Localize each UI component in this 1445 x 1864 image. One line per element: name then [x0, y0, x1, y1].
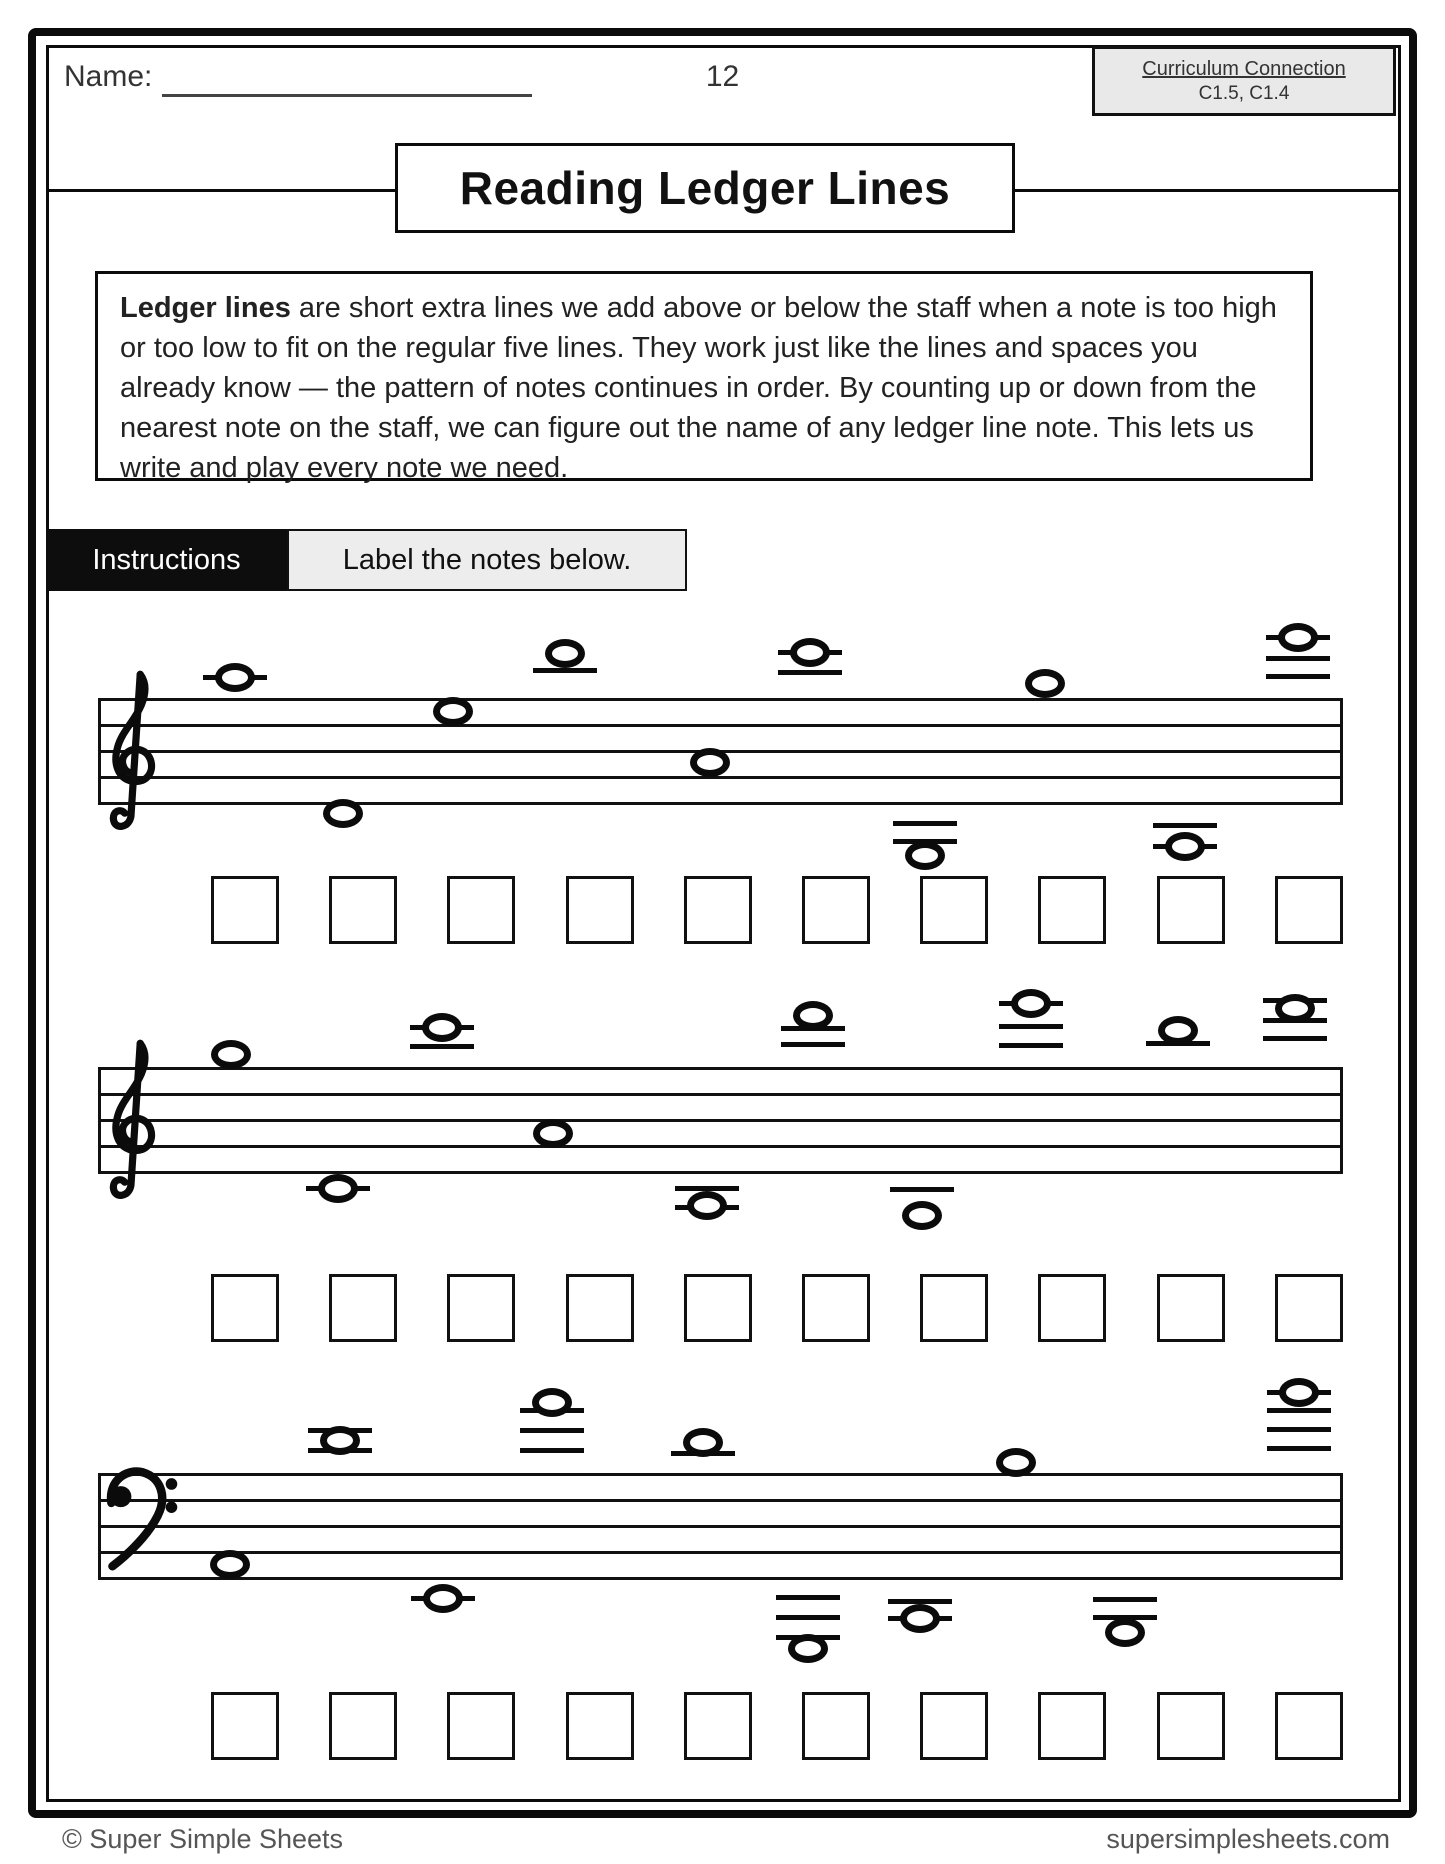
answer-box[interactable]: [211, 1274, 279, 1342]
ledger-line: [890, 1187, 954, 1192]
answer-box[interactable]: [211, 876, 279, 944]
answer-box[interactable]: [920, 1274, 988, 1342]
answer-box[interactable]: [566, 1274, 634, 1342]
staff-line: [98, 1473, 1343, 1476]
ledger-line: [520, 1448, 584, 1453]
ledger-line: [675, 1186, 739, 1191]
staff-line: [98, 1577, 1343, 1580]
answer-box[interactable]: [1275, 1274, 1343, 1342]
staff: [98, 1473, 1343, 1580]
note-oval: [320, 1426, 360, 1455]
instructions-label-box: [46, 529, 287, 591]
curriculum-title: Curriculum Connection: [1142, 57, 1346, 80]
instructions-label: Instructions: [92, 543, 241, 576]
answer-box[interactable]: [447, 1692, 515, 1760]
note-oval: [1275, 994, 1315, 1023]
note-oval: [422, 1013, 462, 1042]
staff-line: [98, 776, 1343, 779]
answer-box[interactable]: [211, 1692, 279, 1760]
curriculum-codes: C1.5, C1.4: [1198, 82, 1290, 104]
ledger-line: [776, 1615, 840, 1620]
ledger-line: [533, 668, 597, 673]
instructions-text: Label the notes below.: [342, 543, 632, 576]
note-oval: [1011, 989, 1051, 1018]
note-oval: [1025, 669, 1065, 698]
intro-text: are short extra lines we add above or below the staff when a note is too high or too low to fit on the regular five lines. They work just like the lines and spaces you already know — the pattern of notes continues in order. By counting up or down from the nearest note on the staff, we can figure out the name of any ledger line note. This lets us write and play every note we need.: [120, 292, 1277, 485]
answer-box[interactable]: [684, 876, 752, 944]
staff-line: [98, 724, 1343, 727]
note-oval: [1279, 1378, 1319, 1407]
note-oval: [996, 1448, 1036, 1477]
ledger-line: [999, 1024, 1063, 1029]
staff-barline: [1340, 1067, 1343, 1174]
note-oval: [683, 1428, 723, 1457]
note-oval: [902, 1201, 942, 1230]
staff-line: [98, 1119, 1343, 1122]
title-box: [395, 143, 1015, 233]
ledger-line: [410, 1044, 474, 1049]
note-oval: [323, 799, 363, 828]
note-oval: [687, 1191, 727, 1220]
note-oval: [318, 1174, 358, 1203]
note-oval: [433, 697, 473, 726]
answer-box[interactable]: [1038, 1692, 1106, 1760]
staff-line: [98, 1499, 1343, 1502]
staff-barline: [98, 698, 101, 805]
bass-clef-icon: [106, 1465, 180, 1586]
note-oval: [690, 748, 730, 777]
answer-box[interactable]: [329, 1692, 397, 1760]
intro-box: [95, 271, 1313, 485]
note-oval: [1278, 623, 1318, 652]
answer-box[interactable]: [1038, 1274, 1106, 1342]
staff-line: [98, 802, 1343, 805]
staff-line: [98, 1551, 1343, 1554]
answer-box[interactable]: [1157, 1692, 1225, 1760]
answer-box[interactable]: [329, 1274, 397, 1342]
note-oval: [215, 663, 255, 692]
answer-box[interactable]: [684, 1692, 752, 1760]
ledger-line: [520, 1428, 584, 1433]
staff-line: [98, 1171, 1343, 1174]
intro-lead: Ledger lines: [120, 292, 291, 324]
page-title: Reading Ledger Lines: [459, 162, 951, 214]
instructions-text-box: [287, 529, 687, 591]
note-oval: [1105, 1618, 1145, 1647]
answer-box[interactable]: [329, 876, 397, 944]
note-oval: [1158, 1016, 1198, 1045]
answer-box[interactable]: [1275, 1692, 1343, 1760]
note-oval: [788, 1634, 828, 1663]
staff-line: [98, 698, 1343, 701]
note-oval: [900, 1604, 940, 1633]
answer-box[interactable]: [920, 876, 988, 944]
staff-barline: [98, 1473, 101, 1580]
ledger-line: [1267, 1446, 1331, 1451]
note-oval: [790, 638, 830, 667]
staff-barline: [98, 1067, 101, 1174]
name-label: Name:: [64, 60, 153, 93]
note-oval: [793, 1001, 833, 1030]
answer-box[interactable]: [684, 1274, 752, 1342]
answer-box[interactable]: [1157, 876, 1225, 944]
note-oval: [533, 1119, 573, 1148]
ledger-line: [1267, 1408, 1331, 1413]
note-oval: [211, 1040, 251, 1069]
staff-line: [98, 1525, 1343, 1528]
answer-box[interactable]: [1275, 876, 1343, 944]
ledger-line: [1153, 823, 1217, 828]
curriculum-box: [1092, 46, 1396, 116]
answer-box[interactable]: [802, 1692, 870, 1760]
answer-box[interactable]: [566, 876, 634, 944]
staff-barline: [1340, 698, 1343, 805]
staff-line: [98, 1067, 1343, 1070]
ledger-line: [776, 1595, 840, 1600]
note-oval: [905, 841, 945, 870]
ledger-line: [888, 1599, 952, 1604]
answer-box[interactable]: [1157, 1274, 1225, 1342]
ledger-line: [1266, 674, 1330, 679]
note-oval: [532, 1388, 572, 1417]
staff: [98, 698, 1343, 805]
page-number: 12: [705, 60, 740, 93]
footer-website: supersimplesheets.com: [1106, 1824, 1390, 1854]
note-oval: [545, 639, 585, 668]
treble-clef-icon: [102, 1031, 164, 1216]
name-blank-line[interactable]: [162, 94, 532, 97]
ledger-line: [1267, 1427, 1331, 1432]
answer-box[interactable]: [566, 1692, 634, 1760]
staff-line: [98, 1093, 1343, 1096]
ledger-line: [1263, 1036, 1327, 1041]
note-oval: [1165, 832, 1205, 861]
footer-copyright: © Super Simple Sheets: [62, 1824, 344, 1854]
ledger-line: [1093, 1597, 1157, 1602]
ledger-line: [999, 1043, 1063, 1048]
staff: [98, 1067, 1343, 1174]
ledger-line: [778, 670, 842, 675]
staff-line: [98, 1145, 1343, 1148]
treble-clef-icon: [102, 662, 164, 847]
ledger-line: [893, 821, 957, 826]
answer-box[interactable]: [802, 1274, 870, 1342]
answer-box[interactable]: [1038, 876, 1106, 944]
ledger-line: [781, 1042, 845, 1047]
answer-box[interactable]: [802, 876, 870, 944]
ledger-line: [1266, 656, 1330, 661]
staff-barline: [1340, 1473, 1343, 1580]
answer-box[interactable]: [447, 876, 515, 944]
answer-box[interactable]: [447, 1274, 515, 1342]
answer-box[interactable]: [920, 1692, 988, 1760]
note-oval: [210, 1550, 250, 1579]
note-oval: [423, 1584, 463, 1613]
